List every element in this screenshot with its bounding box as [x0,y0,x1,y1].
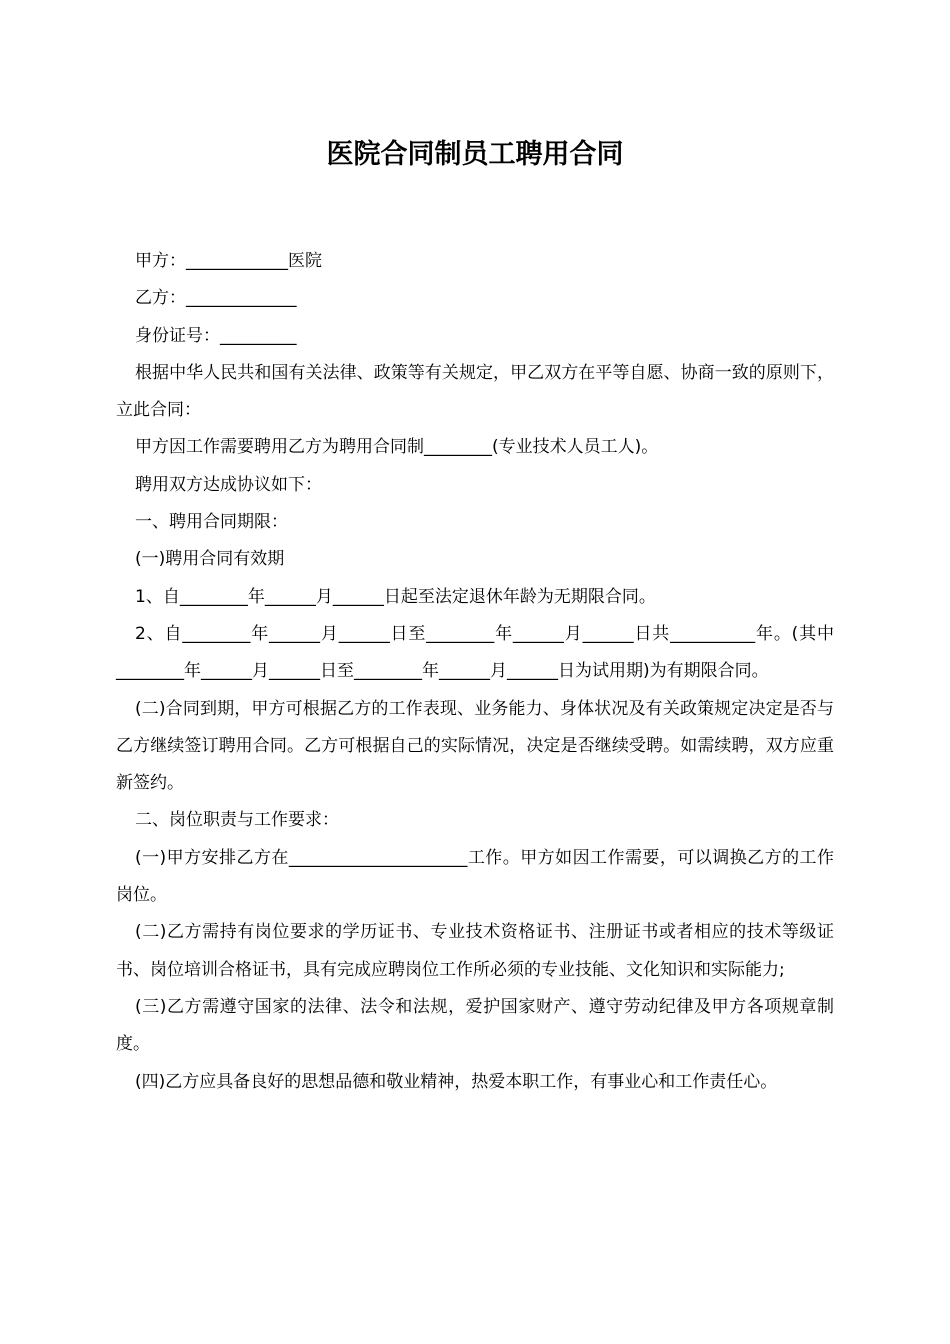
document-title: 医院合同制员工聘用合同 [326,139,624,170]
document-body [116,243,834,1101]
subsection-heading: (一)聘用合同有效期 [135,549,285,570]
clause-paragraph: (二)乙方需持有岗位要求的学历证书、专业技术资格证书、注册证书或者相应的技术等级证书、岗位培训合格证书，具有完成应聘岗位工作所必须的专业技能、文化知识和实际能力; [116,922,834,980]
clause-paragraph: (三)乙方需遵守国家的法律、法令和法规，爱护国家财产、遵守劳动纪律及甲方各项规章制度。 [116,996,834,1055]
party-a-line: 甲方：____________医院 [135,251,322,271]
section-heading-2: 二、岗位职责与工作要求： [135,810,339,831]
agreement-intro: 聘用双方达成协议如下： [135,474,322,495]
section-heading-1: 一、聘用合同期限： [135,512,288,533]
id-number-line: 身份证号：_________ [135,325,297,346]
party-b-line: 乙方：_____________ [135,288,297,309]
clause-paragraph: 2、自________年______月______日至________年______月______日共__________年。(其中________年______月______日至________年______月______日为试用期)为有期限合同。 [116,623,834,682]
clause-paragraph: (二)合同到期，甲方可根据乙方的工作表现、业务能力、身体状况及有关政策规定决定是否与乙方继续签订聘用合同。乙方可根据自己的实际情况，决定是否继续受聘。如需续聘，双方应重新签约。 [116,698,834,794]
clause-paragraph: 1、自________年______月______日起至法定退休年龄为无期限合同。 [135,586,656,607]
preamble-paragraph: 根据中华人民共和国有关法律、政策等有关规定，甲乙双方在平等自愿、协商一致的原则下，立此合同： [116,362,834,421]
clause-paragraph: (四)乙方应具备良好的思想品德和敬业精神，热爱本职工作，有事业心和工作责任心。 [135,1071,778,1092]
clause-paragraph: (一)甲方安排乙方在_____________________工作。甲方如因工作需要，可以调换乙方的工作岗位。 [116,847,834,906]
hiring-paragraph: 甲方因工作需要聘用乙方为聘用合同制________(专业技术人员工人)。 [135,437,659,458]
